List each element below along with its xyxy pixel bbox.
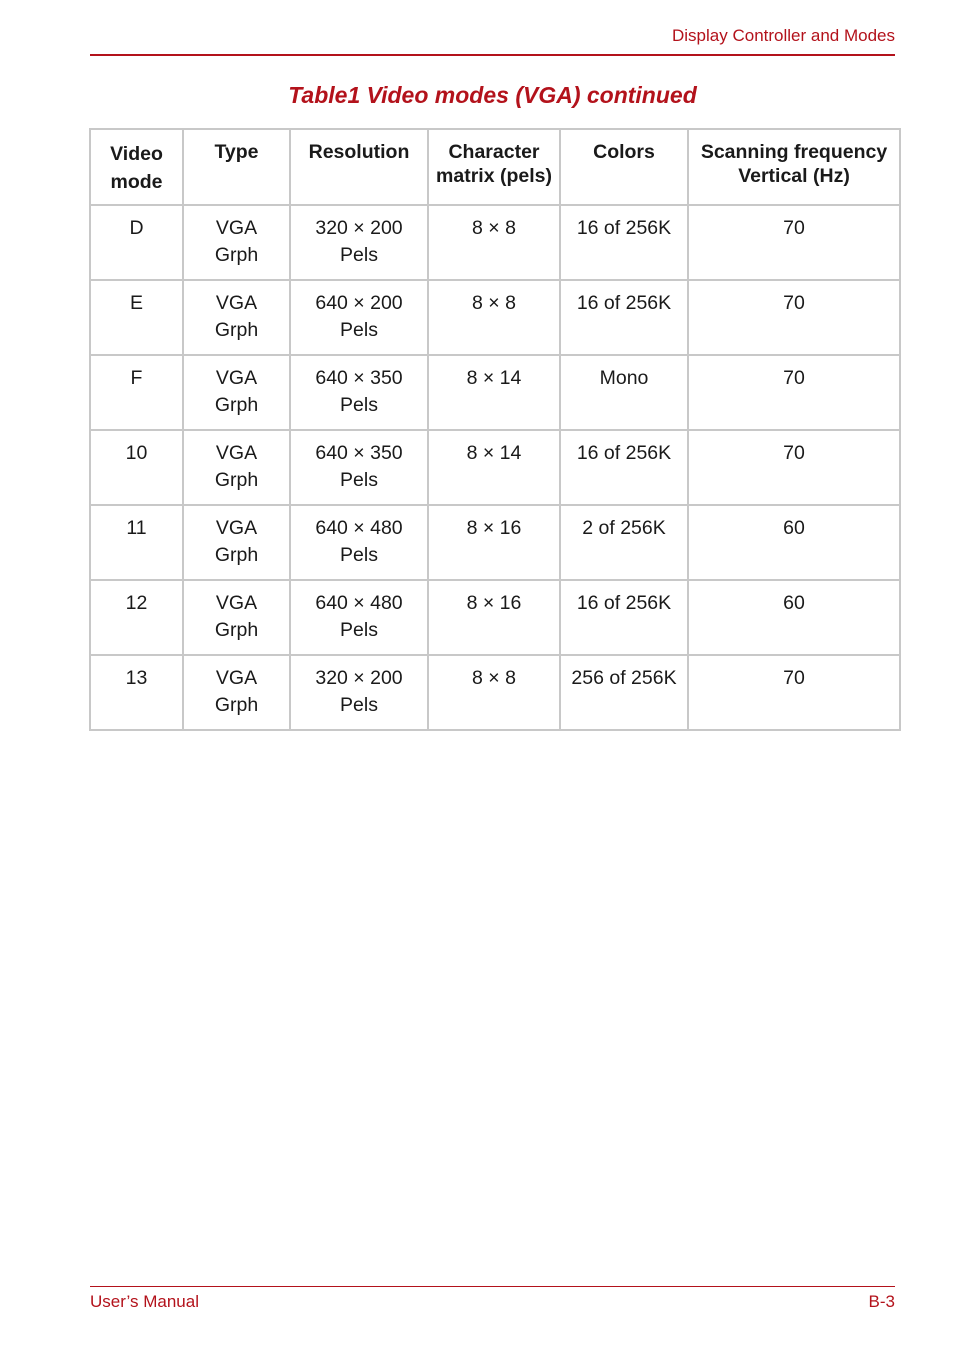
column-header-resolution bbox=[290, 129, 428, 205]
cell-type bbox=[183, 580, 290, 655]
cell-type bbox=[183, 280, 290, 355]
column-header-character-matrix bbox=[428, 129, 560, 205]
cell-type bbox=[183, 355, 290, 430]
cell-character-matrix: 8 × 16 bbox=[428, 505, 560, 580]
table-header-row bbox=[90, 129, 900, 205]
cell-scanning-frequency: 70 bbox=[688, 430, 900, 505]
cell-colors: 16 of 256K bbox=[560, 430, 688, 505]
cell-resolution bbox=[290, 355, 428, 430]
cell-video-mode: 12 bbox=[90, 580, 183, 655]
cell-line: 640 × 480 bbox=[315, 517, 403, 539]
cell-line: VGA bbox=[215, 217, 258, 239]
cell-line: Pels bbox=[340, 319, 378, 341]
table-row bbox=[90, 430, 900, 505]
cell-line: Grph bbox=[214, 244, 259, 266]
table-row bbox=[90, 355, 900, 430]
cell-line: Pels bbox=[340, 394, 378, 416]
cell-line: VGA bbox=[215, 292, 258, 314]
page-number: B-3 bbox=[868, 1292, 895, 1311]
table-row bbox=[90, 580, 900, 655]
cell-line: Pels bbox=[340, 469, 378, 491]
column-header-video-mode bbox=[90, 129, 183, 205]
cell-line: Pels bbox=[340, 244, 378, 266]
column-header-colors bbox=[560, 129, 688, 205]
table-row bbox=[90, 205, 900, 280]
column-header-line: Character bbox=[448, 141, 540, 163]
cell-line: VGA bbox=[215, 367, 258, 389]
cell-line: 640 × 480 bbox=[315, 592, 403, 614]
cell-line: VGA bbox=[215, 442, 258, 464]
cell-colors: 16 of 256K bbox=[560, 280, 688, 355]
cell-line: Pels bbox=[340, 619, 378, 641]
cell-line: 640 × 350 bbox=[315, 367, 403, 389]
cell-scanning-frequency: 70 bbox=[688, 355, 900, 430]
cell-scanning-frequency: 60 bbox=[688, 505, 900, 580]
cell-colors: Mono bbox=[560, 355, 688, 430]
cell-type bbox=[183, 655, 290, 730]
cell-line: VGA bbox=[215, 592, 258, 614]
cell-scanning-frequency: 70 bbox=[688, 280, 900, 355]
cell-character-matrix: 8 × 8 bbox=[428, 655, 560, 730]
table-row bbox=[90, 505, 900, 580]
column-header-line: mode bbox=[110, 171, 163, 193]
footer-manual-title: User’s Manual bbox=[90, 1292, 199, 1311]
cell-line: 320 × 200 bbox=[315, 667, 403, 689]
cell-resolution bbox=[290, 280, 428, 355]
table-row bbox=[90, 280, 900, 355]
cell-character-matrix: 8 × 16 bbox=[428, 580, 560, 655]
column-header-line: Colors bbox=[593, 141, 655, 163]
cell-resolution bbox=[290, 505, 428, 580]
cell-line: Grph bbox=[214, 394, 259, 416]
column-header-line: Resolution bbox=[308, 141, 410, 163]
video-modes-table bbox=[89, 128, 901, 731]
cell-line: VGA bbox=[215, 667, 258, 689]
cell-resolution bbox=[290, 205, 428, 280]
cell-scanning-frequency: 60 bbox=[688, 580, 900, 655]
cell-type bbox=[183, 505, 290, 580]
column-header-line: Type bbox=[214, 141, 259, 163]
footer-rule bbox=[90, 1286, 895, 1287]
cell-video-mode: 11 bbox=[90, 505, 183, 580]
cell-scanning-frequency: 70 bbox=[688, 205, 900, 280]
cell-type bbox=[183, 430, 290, 505]
cell-line: 320 × 200 bbox=[315, 217, 403, 239]
cell-character-matrix: 8 × 8 bbox=[428, 280, 560, 355]
cell-video-mode: F bbox=[90, 355, 183, 430]
cell-colors: 2 of 256K bbox=[560, 505, 688, 580]
cell-line: Grph bbox=[214, 319, 259, 341]
table-row bbox=[90, 655, 900, 730]
cell-line: 640 × 350 bbox=[315, 442, 403, 464]
cell-line: VGA bbox=[215, 517, 258, 539]
cell-colors: 16 of 256K bbox=[560, 205, 688, 280]
cell-video-mode: D bbox=[90, 205, 183, 280]
column-header-type bbox=[183, 129, 290, 205]
header-rule bbox=[90, 54, 895, 56]
column-header-scanning-frequency bbox=[688, 129, 900, 205]
column-header-line: matrix (pels) bbox=[436, 165, 552, 187]
cell-type bbox=[183, 205, 290, 280]
cell-character-matrix: 8 × 14 bbox=[428, 355, 560, 430]
cell-line: Grph bbox=[214, 469, 259, 491]
column-header-line: Vertical (Hz) bbox=[738, 165, 850, 187]
running-header: Display Controller and Modes bbox=[672, 26, 895, 45]
cell-line: Grph bbox=[214, 544, 259, 566]
cell-colors: 256 of 256K bbox=[560, 655, 688, 730]
cell-colors: 16 of 256K bbox=[560, 580, 688, 655]
cell-line: Grph bbox=[214, 694, 259, 716]
cell-character-matrix: 8 × 14 bbox=[428, 430, 560, 505]
table-title: Table1 Video modes (VGA) continued bbox=[288, 82, 697, 108]
cell-character-matrix: 8 × 8 bbox=[428, 205, 560, 280]
cell-video-mode: E bbox=[90, 280, 183, 355]
cell-scanning-frequency: 70 bbox=[688, 655, 900, 730]
cell-line: 640 × 200 bbox=[315, 292, 403, 314]
cell-resolution bbox=[290, 430, 428, 505]
cell-resolution bbox=[290, 580, 428, 655]
column-header-line: Scanning frequency bbox=[700, 141, 888, 163]
column-header-line: Video bbox=[110, 143, 163, 165]
cell-line: Grph bbox=[214, 619, 259, 641]
cell-video-mode: 10 bbox=[90, 430, 183, 505]
cell-video-mode: 13 bbox=[90, 655, 183, 730]
cell-resolution bbox=[290, 655, 428, 730]
cell-line: Pels bbox=[340, 694, 378, 716]
cell-line: Pels bbox=[340, 544, 378, 566]
